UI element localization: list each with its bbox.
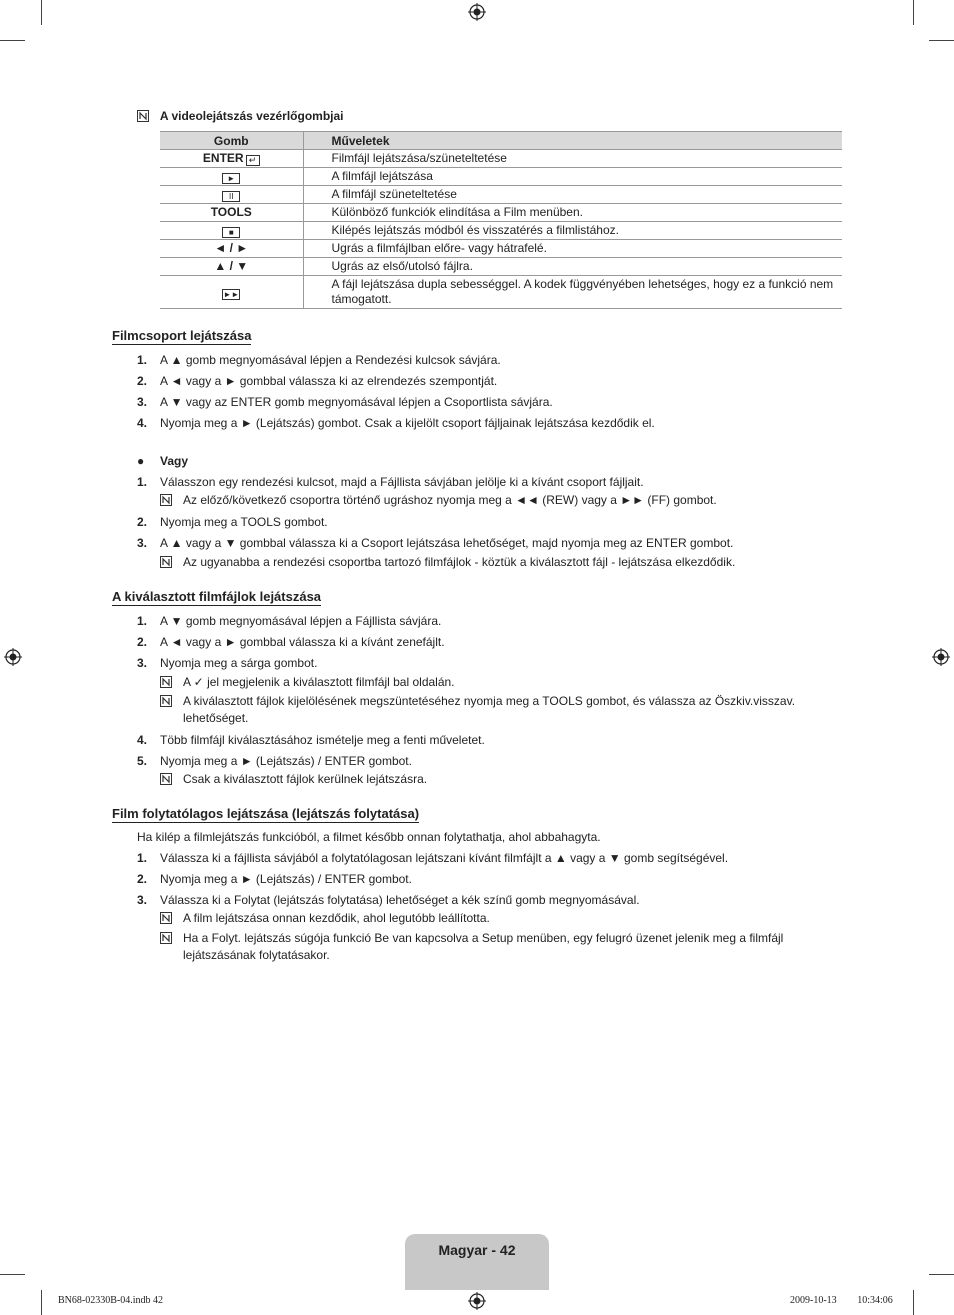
print-date-info: 2009-10-13 ￿￿ 10:34:06: [790, 1295, 893, 1306]
play-icon: ►: [222, 173, 240, 184]
crop-mark: [913, 1290, 914, 1315]
action-cell: Kilépés lejátszás módból és visszatérés a filmlistához.: [303, 222, 842, 240]
print-file-info: BN68-02330B-04.indb 42: [58, 1295, 163, 1306]
column-header-button: Gomb: [160, 132, 303, 150]
note-item: A film lejátszása onnan kezdődik, ahol legutóbb leállította.: [160, 910, 842, 927]
crop-mark: [913, 0, 914, 25]
crop-mark: [929, 1274, 954, 1275]
caption-text: A videolejátszás vezérlőgombjai: [159, 109, 344, 123]
stop-icon: ■: [222, 227, 240, 238]
manual-page: A videolejátszás vezérlőgombjai Gomb Műveletek ENTER ↵ Filmfájl lejátszása/szüneteltetése ► A filmfájl lejátszása II A filmfájl szüneteltetése TOOLS Különböző funkciók elindítása a Film menüben. ■ Kilépés lejátszás módból és visszatérés a filmlistához. ◄ / ► Ugrás a filmfájlban előre- vagy hátrafelé. ▲ / ▼ Ugrás az első/utolsó fájlra. ►► A fájl lejátszása dupla sebességgel. A kodek függvényében lehetséges, hogy ez a funkció nem támogatott. Filmcsoport lejátszása 1. A ▲ gomb megnyomásával lépjen a Rendezési kulcsok sávjára. 2. A ◄ vagy a ► gombbal válassza ki az elrendezés szempontját. 3. A ▼ vagy az ENTER gomb megnyomásával lépjen a Csoportlista sávjára. 4. Nyomja meg a ► (Lejátszás) gombot. Csak a kijelölt csoport fájljainak lejátszása kezdődik el. ● Vagy 1. Válasszon egy rendezési kulcsot, majd a Fájllista sávjában jelölje ki a kívánt csoport fájljait. Az előző/következő csoportra történő ugráshoz nyomja meg a ◄◄ (REW) vagy a ►► (FF) gombot. 2. Nyomja meg a TOOLS gombot. 3. A ▲ vagy a ▼ gombbal válassza ki a Csoport lejátszása lehetőséget, majd nyomja meg az ENTER gombot. Az ugyanabba a rendezési csoportba tartozó filmfájlok - köztük a kiválasztott fájl - lejátszása elkezdődik. A kiválasztott filmfájlok lejátszása 1. A ▼ gomb megnyomásával lépjen a Fájllista sávjára. 2. A ◄ vagy a ► gombbal válassza ki a kívánt zenefájlt. 3. Nyomja meg a sárga gombot. A ✓ jel megjelenik a kiválasztott filmfájl bal oldalán. A kiválasztott fájlok kijelölésének megszüntetéséhez nyomja meg a TOOLS gombot, és válassza az Öszkiv.visszav. lehetőséget. 4. Több filmfájl kiválasztásához ismételje meg a fenti műveletet. 5. Nyomja meg a ► (Lejátszás) / ENTER gombot. Csak a kiválasztott fájlok kerülnek lejátszásra. Film folytatólagos lejátszása (lejátszás folytatása) Ha kilép a filmlejátszás funkcióból, a filmet később onnan folytathatja, ahol abbahagyta. 1. Válassza ki a fájllista sávjából a folytatólagosan lejátszani kívánt filmfájlt a ▲ vagy a ▼ gomb segítségével. 2. Nyomja meg a ► (Lejátszás) / ENTER gombot. 3. Válassza ki a Folytat (lejátszás folytatása) lehetőséget a kék színű gomb megnyomásával. A film lejátszása onnan kezdődik, ahol legutóbb leállította. Ha a Folyt. lejátszás súgója funkció Be van kapcsolva a Setup menüben, egy felugró üzenet jelenik meg a filmfájl lejátszásának folytatásakor. Magyar - 42 BN68-02330B-04.indb 42 2009-10-13 ￿￿ 10:34:06: [0, 0, 954, 1315]
crop-mark: [0, 40, 25, 41]
note-icon: [160, 773, 172, 785]
registration-mark-icon: [932, 648, 950, 666]
crop-mark: [41, 0, 42, 25]
note-item: Ha a Folyt. lejátszás súgója funkció Be van kapcsolva a Setup menüben, egy felugró üzenet jelenik meg a filmfájl lejátszásának folytatásakor.: [160, 930, 842, 964]
page-number: Magyar - 42: [438, 1242, 516, 1258]
note-item: Az előző/következő csoportra történő ugráshoz nyomja meg a ◄◄ (REW) vagy a ►► (FF) gombot.: [160, 492, 842, 509]
note-icon: [160, 912, 172, 924]
crop-mark: [0, 1274, 25, 1275]
key-tools: TOOLS: [210, 205, 252, 219]
action-cell: Ugrás az első/utolsó fájlra.: [303, 258, 842, 276]
crop-mark: [41, 1290, 42, 1315]
action-cell: Filmfájl lejátszása/szüneteltetése: [303, 150, 842, 168]
enter-icon: ↵: [246, 155, 260, 166]
table-row: [160, 222, 842, 240]
registration-mark-icon: [468, 1292, 486, 1310]
table-row: [160, 240, 842, 258]
section-heading: Film folytatólagos lejátszása (lejátszás folytatása): [112, 806, 420, 821]
key-enter: ENTER: [202, 151, 244, 165]
table-row: [160, 168, 842, 186]
section-heading: Filmcsoport lejátszása: [112, 328, 252, 343]
section-heading: A kiválasztott filmfájlok lejátszása: [112, 589, 322, 604]
table-row: [160, 276, 842, 309]
table-row: [160, 150, 842, 168]
section-intro: Ha kilép a filmlejátszás funkcióból, a filmet később onnan folytathatja, ahol abbahagyta.: [137, 830, 601, 844]
table-caption: [137, 109, 344, 123]
table-row: [160, 186, 842, 204]
note-item: A ✓ jel megjelenik a kiválasztott filmfájl bal oldalán.: [160, 674, 842, 691]
registration-mark-icon: [468, 3, 486, 21]
note-icon: [160, 932, 172, 944]
note-item: Az ugyanabba a rendezési csoportba tartozó filmfájlok - köztük a kiválasztott fájl - lejátszása elkezdődik.: [160, 554, 842, 571]
action-cell: A filmfájl lejátszása: [303, 168, 842, 186]
action-cell: Különböző funkciók elindítása a Film menüben.: [303, 204, 842, 222]
pause-icon: II: [222, 191, 240, 202]
column-header-actions: Műveletek: [303, 132, 842, 150]
note-icon: [160, 676, 172, 688]
action-cell: A filmfájl szüneteltetése: [303, 186, 842, 204]
note-icon: [137, 110, 149, 122]
note-icon: [160, 556, 172, 568]
table-row: [160, 204, 842, 222]
registration-mark-icon: [4, 648, 22, 666]
note-item: A kiválasztott fájlok kijelölésének megszüntetéséhez nyomja meg a TOOLS gombot, és válassza az Öszkiv.visszav. lehetőséget.: [160, 693, 842, 727]
note-item: Csak a kiválasztott fájlok kerülnek lejátszásra.: [160, 771, 842, 788]
action-cell: A fájl lejátszása dupla sebességgel. A kodek függvényében lehetséges, hogy ez a funkció nem támogatott.: [303, 276, 842, 309]
table-row: [160, 258, 842, 276]
note-icon: [160, 695, 172, 707]
controls-table: [160, 131, 842, 309]
key-left-right: ◄ / ►: [214, 241, 249, 255]
action-cell: Ugrás a filmfájlban előre- vagy hátrafelé.: [303, 240, 842, 258]
key-up-down: ▲ / ▼: [214, 259, 249, 273]
crop-mark: [929, 40, 954, 41]
note-icon: [160, 494, 172, 506]
fast-forward-icon: ►►: [223, 289, 240, 299]
